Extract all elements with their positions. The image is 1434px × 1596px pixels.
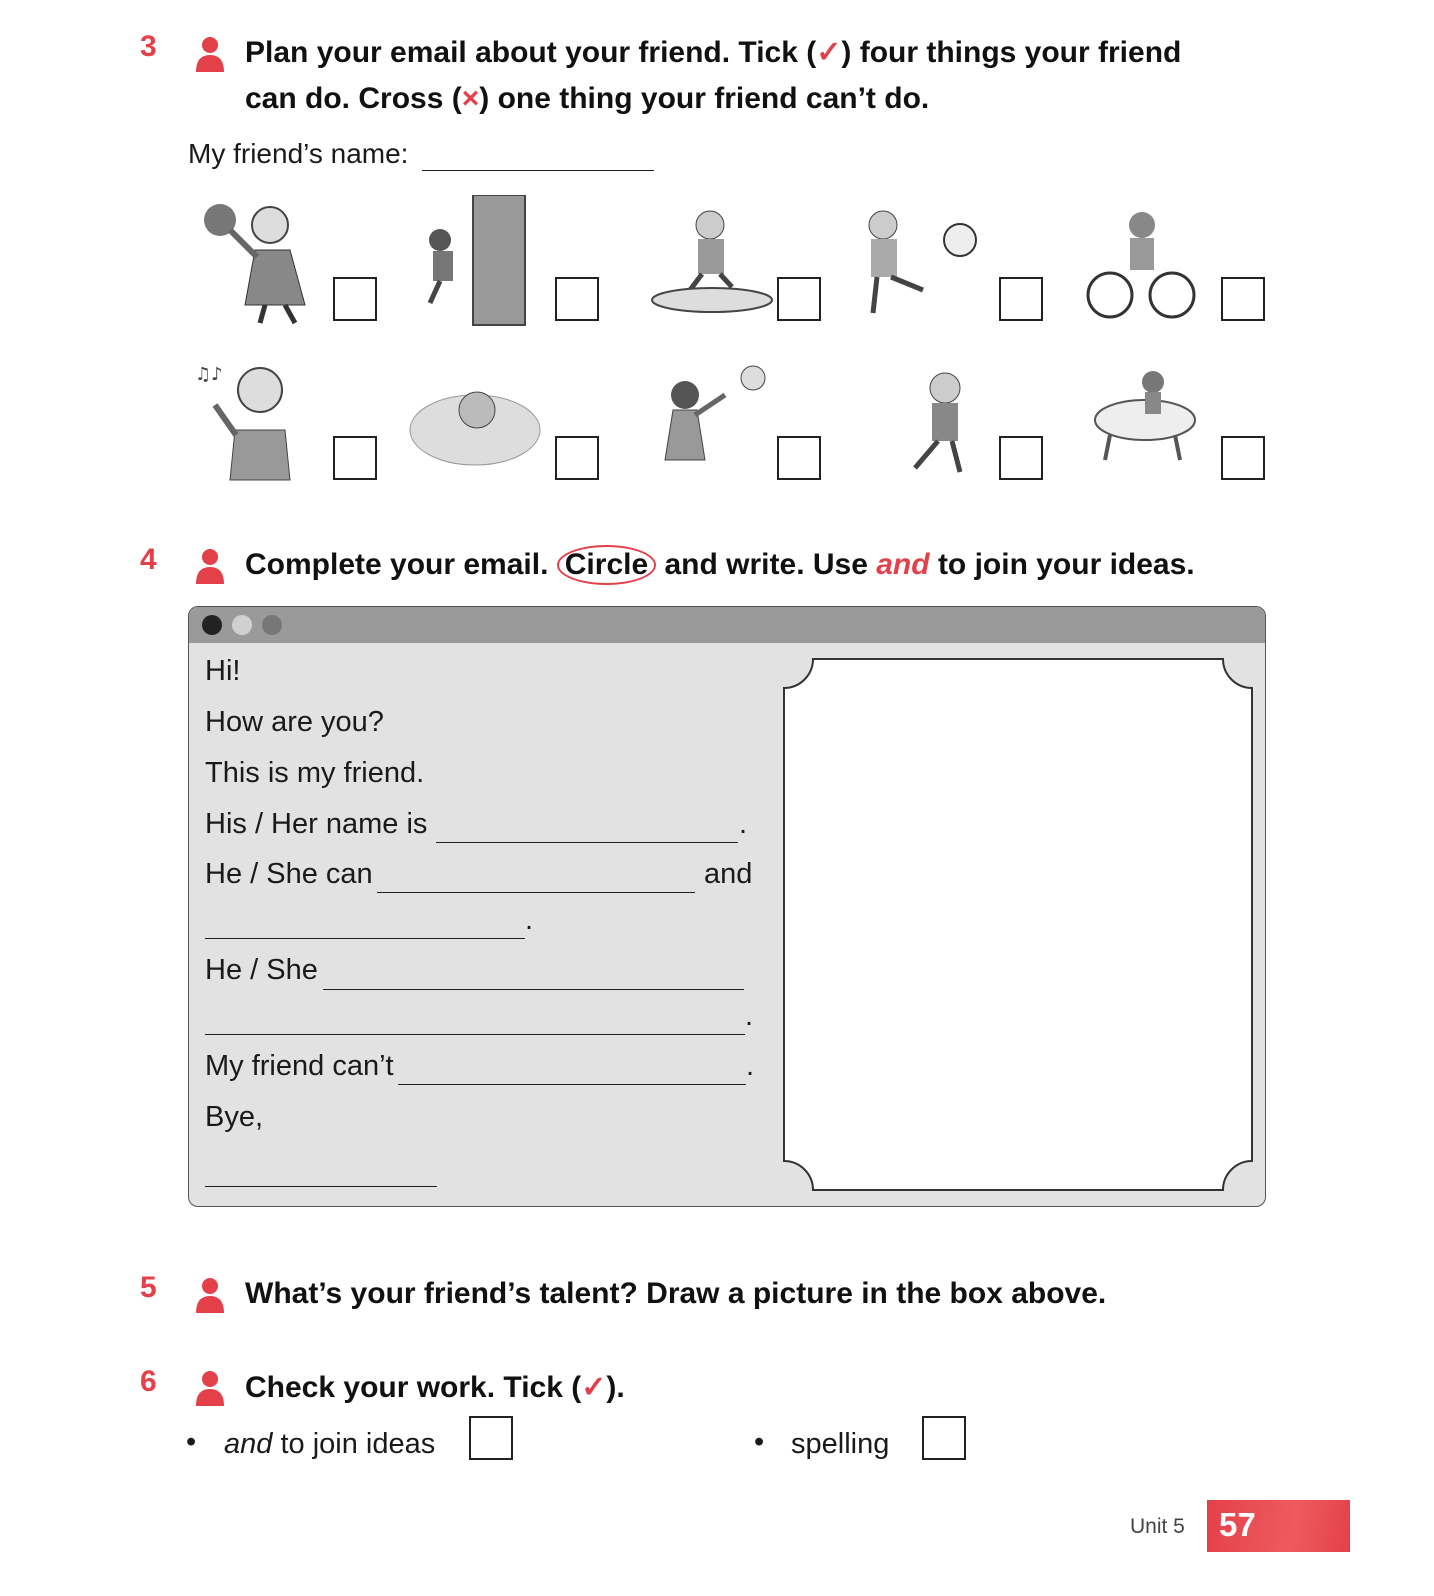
cross-mark: × — [461, 82, 480, 115]
period: . — [746, 1050, 755, 1082]
checklist-item-spelling: spelling — [791, 1428, 890, 1460]
activity-checkbox-4[interactable] — [999, 277, 1043, 321]
activity-checkbox-6[interactable] — [333, 436, 377, 480]
girl-bike-image — [1080, 195, 1230, 335]
girl-trampoline-image — [640, 195, 790, 335]
email-how-are-you: How are you? — [205, 706, 384, 738]
activity-checkbox-5[interactable] — [1221, 277, 1265, 321]
person-icon — [195, 1370, 225, 1406]
girl-ball-image — [195, 195, 345, 335]
exercise-5-instruction: What’s your friend’s talent? Draw a picture in the box above. — [245, 1277, 1107, 1310]
boy-football-image — [855, 195, 1005, 335]
person-icon — [195, 1277, 225, 1313]
person-icon — [195, 36, 225, 72]
email-signature-blank[interactable] — [205, 1186, 437, 1187]
activity-checkbox-9[interactable] — [999, 436, 1043, 480]
period: . — [525, 904, 534, 936]
exercise-6-instruction: Check your work. Tick (✓). — [245, 1371, 625, 1404]
exercise-3-instruction-line2: can do. Cross (×) one thing your friend can’t do. — [245, 82, 930, 115]
exercise-4-number: 4 — [140, 543, 157, 576]
activity-checkbox-7[interactable] — [555, 436, 599, 480]
tick-mark: ✓ — [816, 36, 842, 69]
activity-checkbox-10[interactable] — [1221, 436, 1265, 480]
window-minimize-dot[interactable] — [232, 615, 252, 635]
svg-text:♫♪: ♫♪ — [195, 364, 223, 385]
period: . — [739, 808, 748, 840]
activity-checkbox-1[interactable] — [333, 277, 377, 321]
boy-singing-image — [190, 350, 340, 490]
checklist-checkbox-spelling[interactable] — [922, 1416, 966, 1460]
email-cant-blank[interactable] — [398, 1084, 746, 1085]
email-and-word: and — [704, 858, 753, 890]
exercise-5-number: 5 — [140, 1271, 157, 1304]
window-close-dot[interactable] — [202, 615, 222, 635]
checklist-checkbox-and[interactable] — [469, 1416, 513, 1460]
activity-checkbox-3[interactable] — [777, 277, 821, 321]
period: . — [745, 1000, 754, 1032]
circled-word: Circle — [557, 545, 656, 585]
email-he-she-label: He / She — [205, 954, 318, 986]
email-can-blank-1[interactable] — [377, 892, 695, 893]
tick-mark: ✓ — [581, 1371, 607, 1404]
email-name-line-label: His / Her name is — [205, 808, 428, 840]
exercise-3-instruction-line1: Plan your email about your friend. Tick (✓) four things your friend — [245, 36, 1182, 69]
email-he-she-blank-2[interactable] — [205, 1034, 745, 1035]
drawing-box[interactable] — [783, 658, 1253, 1191]
bullet: • — [186, 1426, 197, 1458]
exercise-4-instruction: Complete your email. Circle and write. Use and to join your ideas. — [245, 542, 1195, 588]
email-he-she-blank-1[interactable] — [323, 989, 744, 990]
email-can-line-label: He / She can — [205, 858, 373, 890]
activity-checkbox-8[interactable] — [777, 436, 821, 480]
bullet: • — [754, 1426, 765, 1458]
friend-name-line[interactable] — [422, 170, 654, 171]
boy-riding-horse-image — [1075, 360, 1225, 500]
email-this-is: This is my friend. — [205, 757, 425, 789]
window-title-bar — [189, 607, 1265, 643]
friend-name-label: My friend’s name: — [188, 138, 409, 169]
boy-climbing-tree-image — [415, 195, 565, 335]
window-maximize-dot[interactable] — [262, 615, 282, 635]
email-name-blank[interactable] — [436, 842, 738, 843]
email-can-blank-2[interactable] — [205, 938, 525, 939]
exercise-6-number: 6 — [140, 1365, 157, 1398]
girl-running-image — [860, 360, 1010, 500]
unit-label: Unit 5 — [1130, 1515, 1185, 1538]
email-bye: Bye, — [205, 1101, 264, 1133]
person-icon — [195, 548, 225, 584]
exercise-3-number: 3 — [140, 30, 157, 63]
boy-swimming-image — [405, 350, 555, 490]
checklist-item-and: and to join ideas — [224, 1428, 436, 1460]
page-number-tab — [1207, 1500, 1350, 1552]
page-number: 57 — [1219, 1506, 1256, 1543]
girl-catching-ball-image — [635, 360, 785, 500]
email-cant-label: My friend can’t — [205, 1050, 394, 1082]
activity-checkbox-2[interactable] — [555, 277, 599, 321]
email-greeting: Hi! — [205, 655, 241, 687]
